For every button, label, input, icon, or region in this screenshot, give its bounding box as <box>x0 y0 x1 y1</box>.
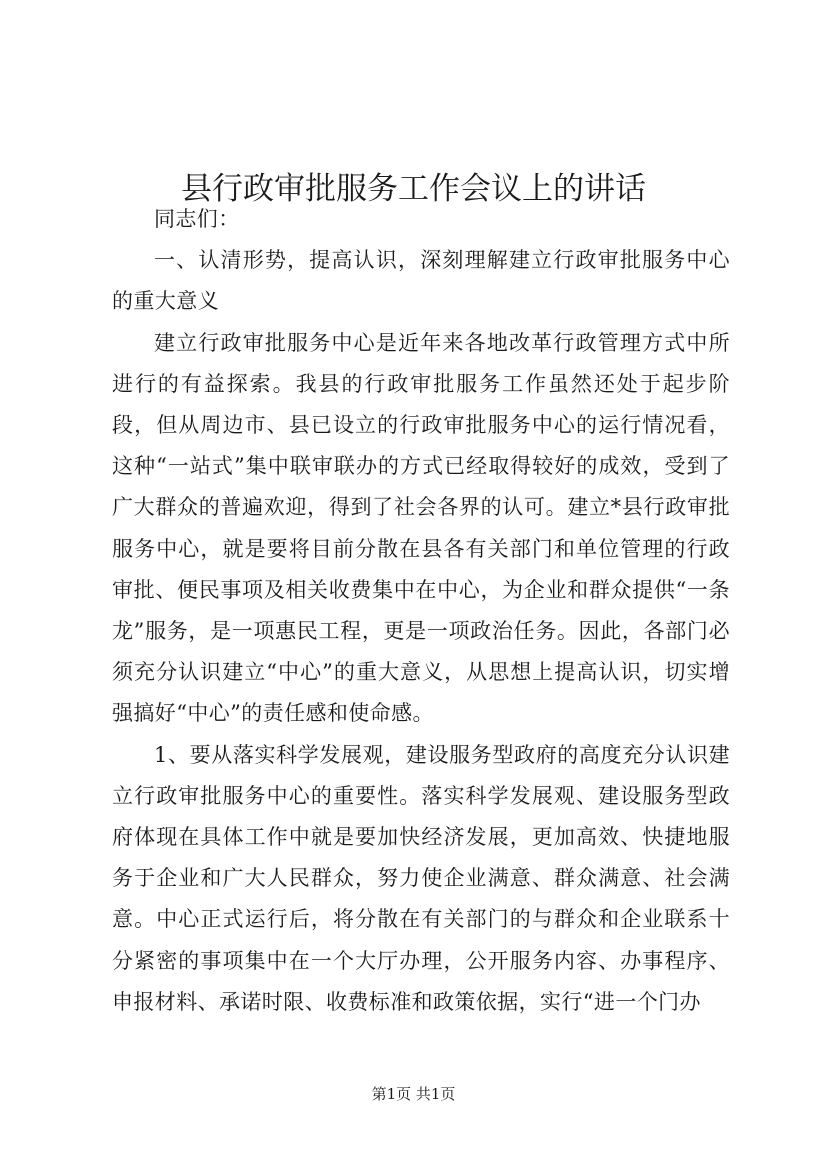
page-footer: 第1页 共1页 <box>371 1085 456 1103</box>
document-body <box>112 199 730 1023</box>
salutation-paragraph: 同志们： <box>154 207 240 231</box>
section-heading-paragraph: 一、认清形势，提高认识，深刻理解建立行政审批服务中心的重大意义 <box>112 248 730 314</box>
document-title: 县行政审批服务工作会议上的讲话 <box>181 170 646 207</box>
body-paragraph: 1、要从落实科学发展观，建设服务型政府的高度充分认识建立行政审批服务中心的重要性。落实科学发展观、建设服务型政府体现在具体工作中就是要加快经济发展，更加高效、快捷地服务于企业和广大人民群众，努力使企业满意、群众满意、社会满意。中心正式运行后，将分散在有关部门的与群众和企业联系十分紧密的事项集中在一个大厅办理，公开服务内容、办事程序、申报材料、承诺时限、收费标准和政策依据，实行“进一个门办 <box>112 742 730 1014</box>
body-paragraph: 建立行政审批服务中心是近年来各地改革行政管理方式中所进行的有益探索。我县的行政审批服务工作虽然还处于起步阶段，但从周边市、县已设立的行政审批服务中心的运行情况看，这种“一站式”集中联审联办的方式已经取得较好的成效，受到了广大群众的普遍欢迎，得到了社会各界的认可。建立*县行政审批服务中心，就是要将目前分散在县各有关部门和单位管理的行政审批、便民事项及相关收费集中在中心，为企业和群众提供“一条龙”服务，是一项惠民工程，更是一项政治任务。因此，各部门必须充分认识建立“中心”的重大意义，从思想上提高认识，切实增强搞好“中心”的责任感和使命感。 <box>112 330 730 726</box>
